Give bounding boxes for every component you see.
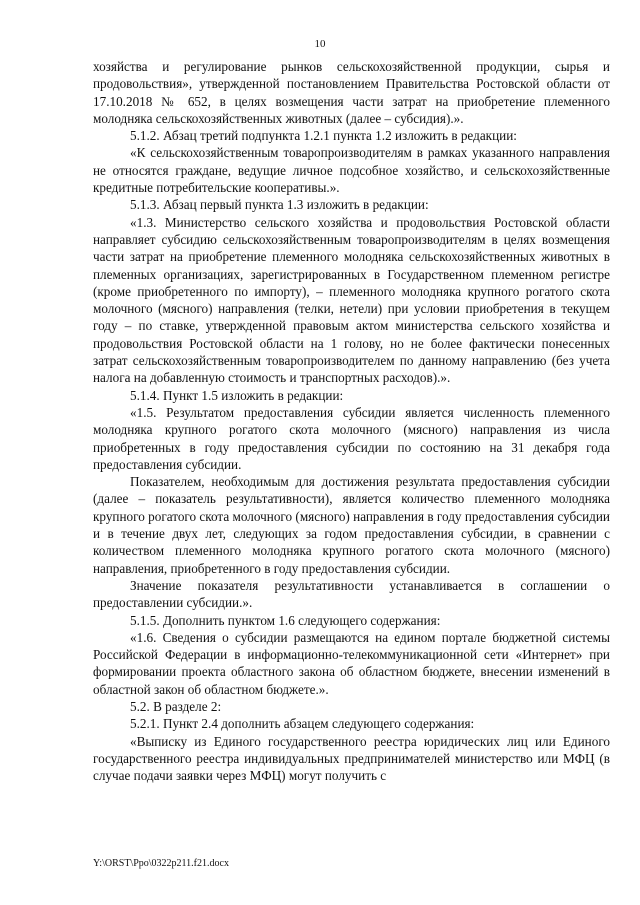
paragraph: «1.6. Сведения о субсидии размещаются на едином портале бюджетной системы Российской Федерации в информационно-телекоммуникационной сети «Интернет» при формировании проекта областного закона об областном бюджете, внесении изменений в областной закон об областном бюджете.». <box>93 629 610 697</box>
footer-file-path: Y:\ORST\Ppo\0322p211.f21.docx <box>93 858 229 869</box>
paragraph: 5.1.3. Абзац первый пункта 1.3 изложить в редакции: <box>130 197 429 213</box>
paragraph: 5.2.1. Пункт 2.4 дополнить абзацем следующего содержания: <box>130 716 475 732</box>
paragraph: хозяйства и регулирование рынков сельскохозяйственной продукции, сырья и продовольствия», утвержденной постановлением Правительства Ростовской области от 17.10.2018 № 652, в целях возмещения части затрат на приобретение племенного молодняка сельскохозяйственных животных (далее – субсидия).». <box>93 59 610 126</box>
document-body <box>93 58 610 784</box>
paragraph: 5.2. В разделе 2: <box>130 698 222 714</box>
paragraph: «1.3. Министерство сельского хозяйства и продовольствия Ростовской области направляет субсидию сельскохозяйственным товаропроизводителям в целях возмещения части затрат на приобретение племенного молодняка сельскохозяйственных животных в племенных организациях, зарегистрированных в Государственном племенном регистре (кроме приобретенного по импорту), – племенного молодняка крупного рогатого скота молочного (мясного) направления (телки, нетели) при условии приобретения в текущем году – по ставке, утвержденной правовым актом министерства сельского хозяйства и продовольствия Ростовской области на 1 голову, но не более фактически понесенных затрат сельскохозяйственным товаропроизводителем по данному направлению (без учета налога на добавленную стоимость и транспортных расходов).». <box>93 214 610 386</box>
paragraph: 5.1.5. Дополнить пунктом 1.6 следующего содержания: <box>130 612 441 628</box>
paragraph: «К сельскохозяйственным товаропроизводителям в рамках указанного направления не относятся граждане, ведущие личное подсобное хозяйство, и сельскохозяйственные кредитные потребительские кооперативы.». <box>93 145 610 196</box>
page-number: 10 <box>314 38 326 50</box>
paragraph: «1.5. Результатом предоставления субсидии является численность племенного молодняка крупного рогатого скота молочного (мясного) направления из числа приобретенных в году предоставления субсидии по состоянию на 31 декабря года предоставления субсидии. <box>93 404 610 472</box>
paragraph: 5.1.2. Абзац третий подпункта 1.2.1 пункта 1.2 изложить в редакции: <box>130 128 517 144</box>
paragraph: 5.1.4. Пункт 1.5 изложить в редакции: <box>130 387 344 403</box>
paragraph: Показателем, необходимым для достижения результата предоставления субсидии (далее – показатель результативности), является количество племенного молодняка крупного рогатого скота молочного (мясного) направления в году предоставления субсидии и в течение двух лет, следующих за годом предоставления субсидии, в сравнении с количеством племенного молодняка крупного рогатого скота молочного (мясного) направления, приобретенного в году предоставления субсидии. <box>93 474 610 576</box>
paragraph: Значение показателя результативности устанавливается в соглашении о предоставлении субсидии.». <box>93 577 610 611</box>
paragraph: «Выписку из Единого государственного реестра юридических лиц или Единого государственного реестра индивидуальных предпринимателей министерство или МФЦ (в случае подачи заявки через МФЦ) могут получить с <box>93 733 610 784</box>
